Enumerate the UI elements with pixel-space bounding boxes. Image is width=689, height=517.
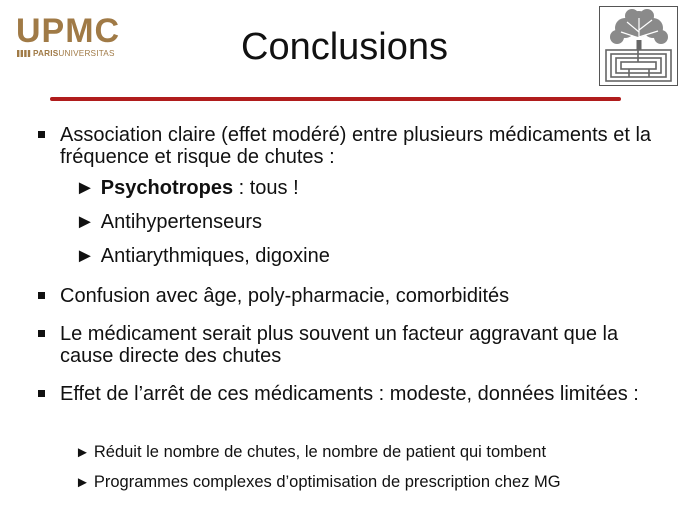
title-rule — [50, 97, 621, 101]
slide-title: Conclusions — [241, 26, 448, 68]
square-bullet-icon — [38, 390, 45, 397]
triangle-right-icon: ► — [75, 474, 90, 491]
sub-bullet — [75, 244, 330, 268]
sub-bullet — [75, 210, 262, 234]
sub-bullet-text: Réduit le nombre de chutes, le nombre de patient qui tombent — [93, 443, 547, 461]
sub-bullet — [75, 472, 561, 493]
sub-bullet-text: Antiarythmiques, digoxine — [100, 245, 330, 267]
triangle-right-icon: ► — [75, 211, 95, 233]
sub-bullet-text: Programmes complexes d’optimisation de prescription chez MG — [93, 473, 561, 491]
sub-bullet-text: Antihypertenseurs — [100, 211, 262, 233]
bullet-text: Le médicament serait plus souvent un facteur aggravant que la cause directe des chutes — [60, 323, 619, 367]
upmc-logo — [16, 14, 134, 58]
sub-bullet — [75, 176, 299, 200]
bullet-text: Effet de l’arrêt de ces médicaments : modeste, données limitées : — [60, 383, 639, 405]
logo-bars-icon — [17, 50, 31, 57]
logo-tagline — [17, 49, 115, 58]
sub-bullet-bold: Psychotropes — [100, 177, 234, 199]
square-bullet-icon — [38, 131, 45, 138]
logo-word: UPMC — [16, 12, 121, 50]
triangle-right-icon: ► — [75, 177, 95, 199]
bullet-text: Association claire (effet modéré) entre plusieurs médicaments et la fréquence et risque de chutes : — [60, 124, 652, 168]
tree-maze-seal-icon — [599, 6, 678, 86]
triangle-right-icon: ► — [75, 245, 95, 267]
bullet-text: Confusion avec âge, poly-pharmacie, comorbidités — [60, 285, 510, 307]
logo-tag-universitas: UNIVERSITAS — [58, 49, 115, 58]
sub-bullet-text: : tous ! — [233, 177, 299, 199]
logo-tag-paris: PARIS — [33, 49, 59, 58]
square-bullet-icon — [38, 292, 45, 299]
sub-bullet — [75, 442, 546, 463]
square-bullet-icon — [38, 330, 45, 337]
triangle-right-icon: ► — [75, 444, 90, 461]
